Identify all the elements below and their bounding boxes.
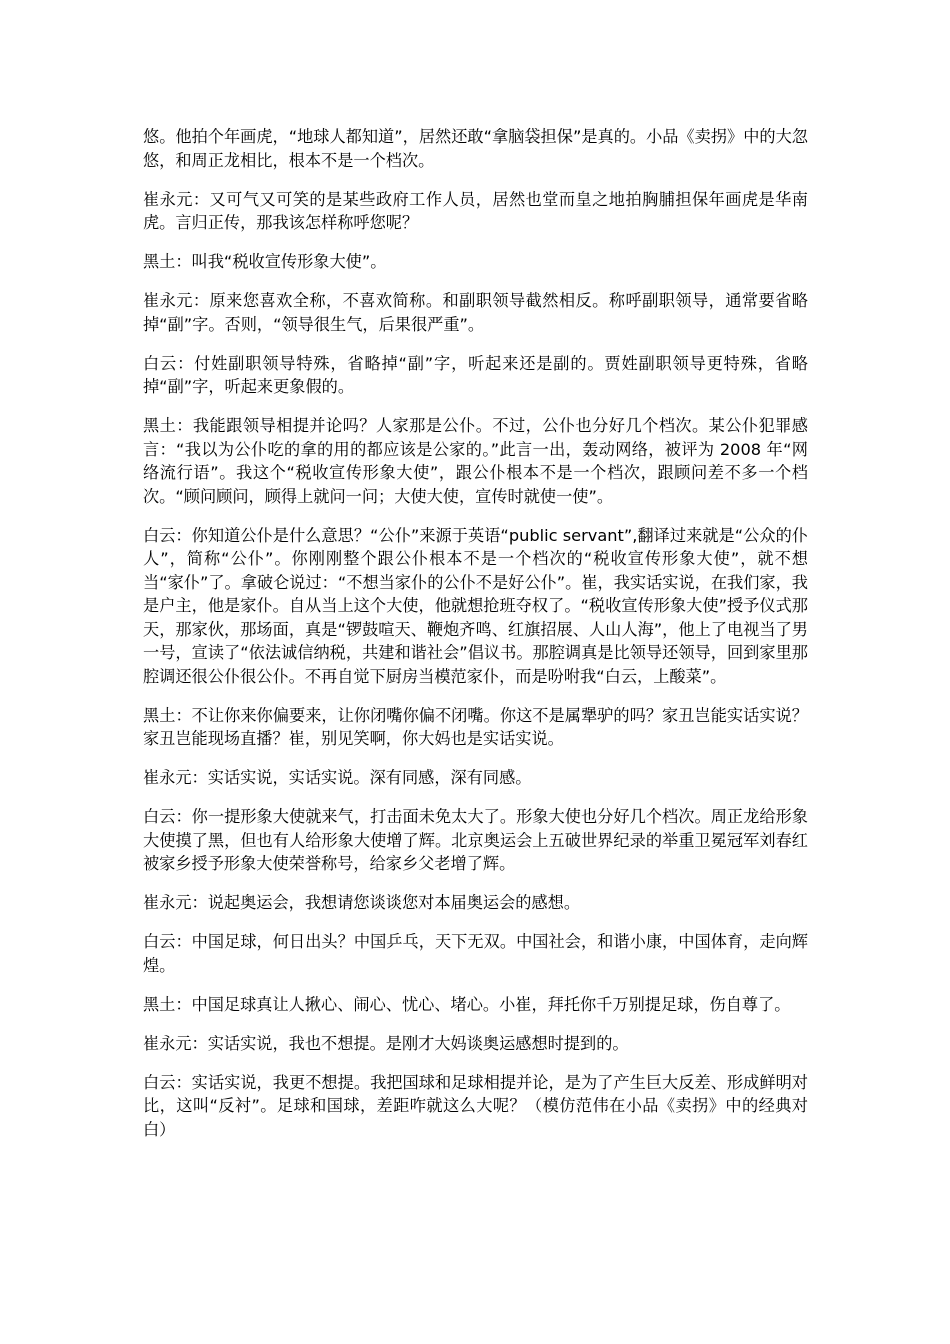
paragraph: 崔永元：原来您喜欢全称，不喜欢简称。和副职领导截然相反。称呼副职领导，通常要省略掉“副”字。否则，“领导很生气，后果很严重”。 <box>143 291 808 334</box>
paragraph: 白云：实话实说，我更不想提。我把国球和足球相提并论，是为了产生巨大反差、形成鲜明对比，这叫“反衬”。足球和国球，差距咋就这么大呢？（模仿范伟在小品《卖拐》中的经典对白） <box>143 1072 808 1139</box>
paragraph: 黑土：中国足球真让人揪心、闹心、忧心、堵心。小崔，拜托你千万别提足球，伤自尊了。 <box>143 994 791 1014</box>
paragraph: 黑土：我能跟领导相提并论吗？人家那是公仆。不过，公仆也分好几个档次。某公仆犯罪感言：“我以为公仆吃的拿的用的都应该是公家的。”此言一出，轰动网络，被评为 2008 年“网络流行语”。我这个“税收宣传形象大使”，跟公仆根本不是一个档次，跟顾问差不多一个档次。“顾问顾问，顾得上就问一问；大使大使，宣传时就使一使”。 <box>143 416 808 506</box>
paragraph: 黑土：不让你来你偏要来，让你闭嘴你偏不闭嘴。你这不是属犟驴的吗？家丑岂能实话实说？家丑岂能现场直播？崔，别见笑啊，你大妈也是实话实说。 <box>143 705 808 748</box>
paragraph: 崔永元：实话实说，我也不想提。是刚才大妈谈奥运感想时提到的。 <box>143 1033 629 1053</box>
paragraph: 崔永元：说起奥运会，我想请您谈谈您对本届奥运会的感想。 <box>143 893 581 912</box>
document-body <box>143 125 808 1157</box>
paragraph: 白云：付姓副职领导特殊，省略掉“副”字，听起来还是副的。贾姓副职领导更特殊，省略掉“副”字，听起来更象假的。 <box>143 353 808 396</box>
paragraph: 崔永元：实话实说，实话实说。深有同感，深有同感。 <box>143 768 532 787</box>
paragraph: 白云：你一提形象大使就来气，打击面未免太大了。形象大使也分好几个档次。周正龙给形象大使摸了黑，但也有人给形象大使增了辉。北京奥运会上五破世界纪录的举重卫冕冠军刘春红被家乡授予形象大使荣誉称号，给家乡父老增了辉。 <box>143 807 808 873</box>
paragraph: 悠。他拍个年画虎，“地球人都知道”，居然还敢“拿脑袋担保”是真的。小品《卖拐》中的大忽悠，和周正龙相比，根本不是一个档次。 <box>143 127 808 170</box>
paragraph: 黑土：叫我“税收宣传形象大使”。 <box>143 252 387 271</box>
paragraph: 白云：中国足球，何日出头？中国乒乓，天下无双。中国社会，和谐小康，中国体育，走向辉煌。 <box>143 932 808 975</box>
paragraph: 崔永元：又可气又可笑的是某些政府工作人员，居然也堂而皇之地拍胸脯担保年画虎是华南虎。言归正传，那我该怎样称呼您呢？ <box>143 189 808 232</box>
paragraph: 白云：你知道公仆是什么意思？“公仆”来源于英语“public servant”,翻译过来就是“公众的仆人”，简称“公仆”。你刚刚整个跟公仆根本不是一个档次的“税收宣传形象大使”，就不想当“家仆”了。拿破仑说过：“不想当家仆的公仆不是好公仆”。崔，我实话实说，在我们家，我是户主，他是家仆。自从当上这个大使，他就想抢班夺权了。“税收宣传形象大使”授予仪式那天，那家伙，那场面，真是“锣鼓喧天、鞭炮齐鸣、红旗招展、人山人海”，他上了电视当了男一号，宣读了“依法诚信纳税，共建和谐社会”倡议书。那腔调真是比领导还领导，回到家里那腔调还很公仆很公仆。不再自觉下厨房当模范家仆，而是吩咐我“白云，上酸菜”。 <box>143 525 808 686</box>
